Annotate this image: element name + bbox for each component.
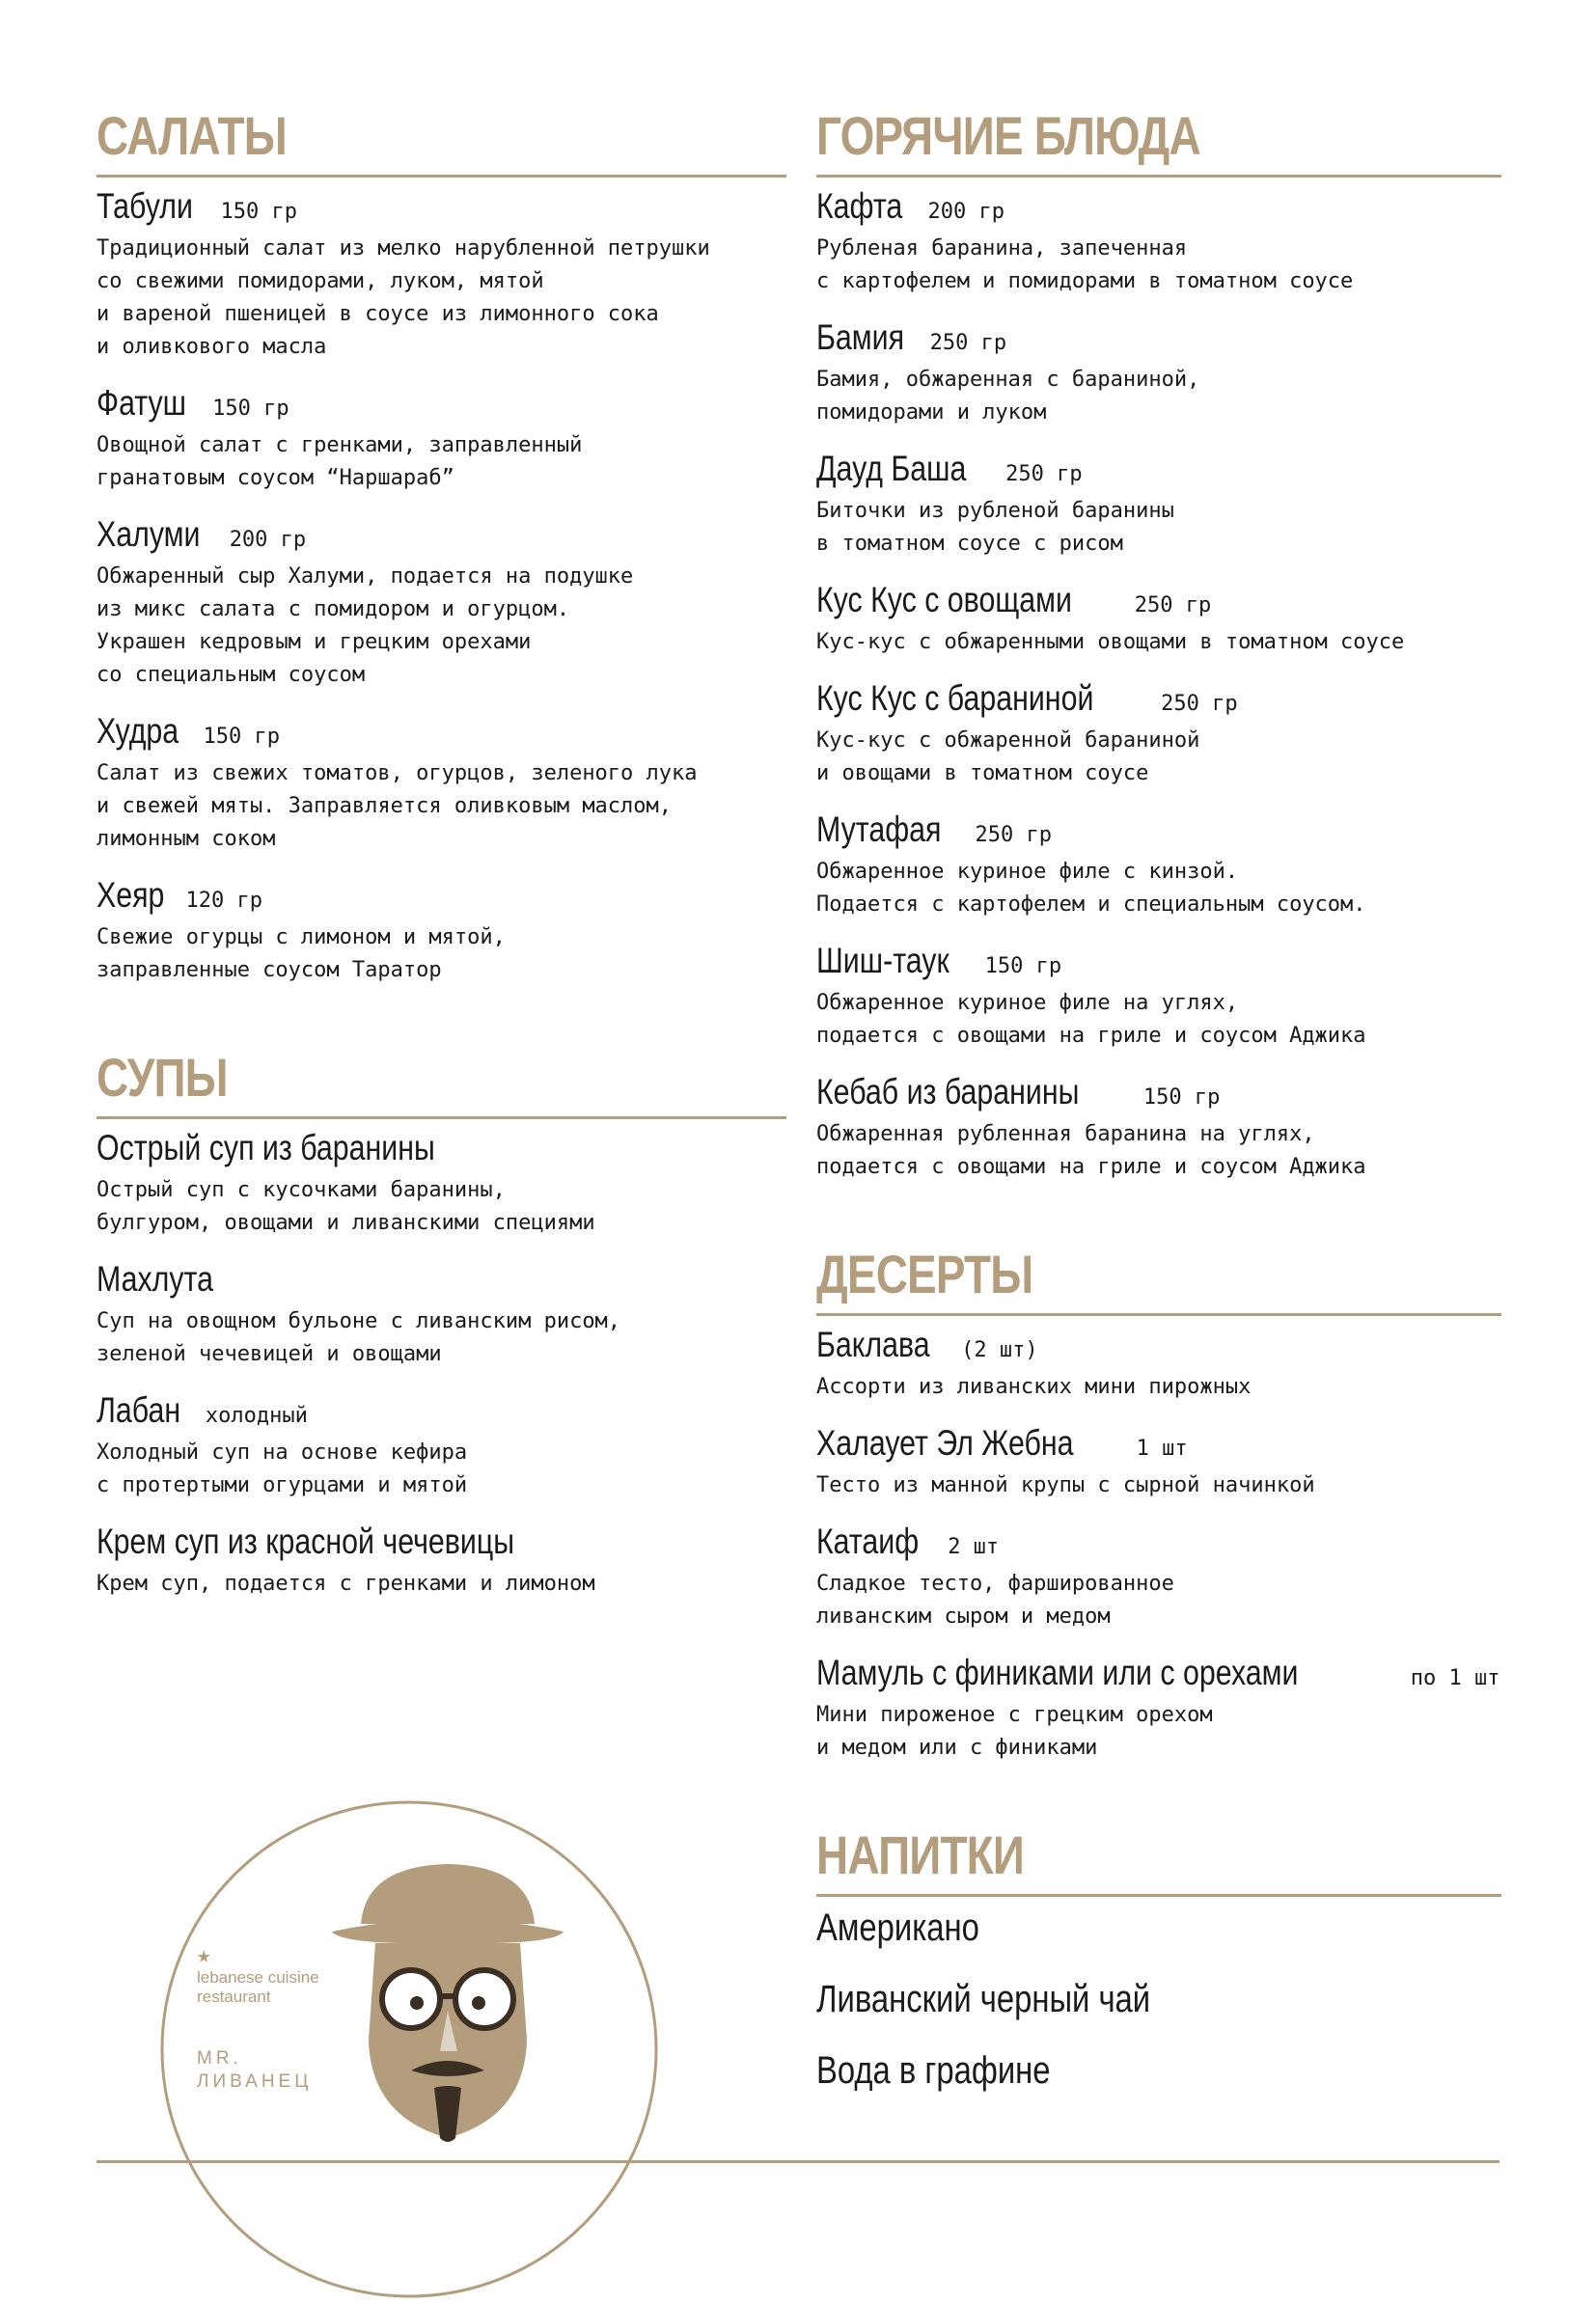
menu-item-americano (816, 1906, 1501, 1957)
item-weight: 200 гр (229, 528, 307, 552)
menu-item-couscous-vegetables (816, 581, 1501, 659)
menu-item-bamia (816, 318, 1501, 429)
item-weight: по 1 шт (1410, 1666, 1500, 1690)
item-weight: 150 гр (220, 200, 297, 224)
section-divider (96, 1116, 786, 1119)
logo-brand-line1: MR. (197, 2048, 242, 2069)
item-weight: 250 гр (1134, 593, 1212, 617)
item-weight: 1 шт (1136, 1437, 1188, 1461)
item-description: Ассорти из ливанских мини пирожных (816, 1375, 1252, 1399)
section-divider (96, 175, 786, 178)
item-name: Кус Кус с овощами (816, 580, 1072, 619)
item-description: Обжаренный сыр Халуми, подается на подушке из микс салата с помидором и огурцом. Украшен кедровым и грецким орехами со специальным соусом (96, 564, 634, 687)
item-weight: 250 гр (1161, 692, 1238, 716)
item-name: Фатуш (96, 383, 187, 423)
menu-item-makhluta (96, 1260, 786, 1371)
section-salads (96, 101, 786, 987)
item-weight: холодный (205, 1404, 308, 1428)
section-title-salads: САЛАТЫ (96, 105, 287, 166)
section-title-drinks: НАПИТКИ (816, 1824, 1025, 1885)
left-column (96, 101, 786, 1657)
menu-item-maamoul (816, 1654, 1501, 1765)
item-weight: 150 гр (1142, 1085, 1221, 1110)
menu-item-water-carafe (816, 2049, 1501, 2099)
menu-item-mutafaya (816, 810, 1501, 921)
menu-item-laban (96, 1391, 786, 1502)
item-description: Острый суп с кусочками баранины, булгуром, овощами и ливанскими специями (96, 1178, 595, 1235)
section-divider (816, 1894, 1501, 1897)
item-weight: 250 гр (1005, 462, 1083, 486)
logo-tagline: lebanese cuisine restaurant (197, 1968, 319, 2006)
item-name: Бамия (816, 317, 905, 357)
item-description: Рубленая баранина, запеченная с картофелем и помидорами в томатном соусе (816, 236, 1354, 293)
item-name: Мутафая (816, 809, 942, 849)
menu-item-baklava (816, 1326, 1501, 1404)
item-description: Обжаренное куриное филе с кинзой. Подается с картофелем и специальным соусом. (816, 860, 1366, 917)
section-divider (816, 1313, 1501, 1316)
item-name: Шиш-таук (816, 941, 949, 980)
menu-item-couscous-lamb (816, 679, 1501, 790)
item-name: Кус Кус с бараниной (816, 678, 1094, 718)
item-weight: 200 гр (927, 200, 1004, 224)
item-description: Обжаренная рубленная баранина на углях, подается с овощами на гриле и соусом Аджика (816, 1122, 1366, 1179)
menu-item-lamb-kebab (816, 1073, 1501, 1184)
menu-item-kheyar (96, 876, 786, 987)
item-weight: 150 гр (212, 397, 289, 421)
menu-item-daoud-basha (816, 450, 1501, 561)
item-name: Халаует Эл Жебна (816, 1423, 1074, 1463)
section-title-desserts: ДЕСЕРТЫ (816, 1244, 1033, 1304)
menu-item-halawet-el-jebn (816, 1424, 1501, 1502)
item-description: Свежие огурцы с лимоном и мятой, заправленные соусом Таратор (96, 925, 506, 982)
section-soups (96, 1043, 786, 1601)
section-desserts (816, 1240, 1501, 1765)
item-description: Мини пироженое с грецким орехом и медом или с финиками (816, 1703, 1213, 1760)
item-weight: 250 гр (975, 823, 1053, 847)
item-description: Биточки из рубленой баранины в томатном соусе с рисом (816, 499, 1174, 556)
item-description: Овощной салат с гренками, заправленный гранатовым соусом “Наршараб” (96, 433, 583, 490)
item-weight: 2 шт (948, 1535, 1000, 1559)
item-weight: 150 гр (984, 954, 1062, 978)
item-weight: 250 гр (929, 331, 1007, 355)
item-name: Кебаб из баранины (816, 1072, 1080, 1111)
item-name: Худра (96, 711, 179, 751)
item-name: Махлута (96, 1259, 213, 1299)
right-column (816, 101, 1501, 2155)
item-name: Вода в графине (816, 2049, 1051, 2092)
restaurant-logo (158, 1798, 660, 2300)
menu-item-tabouli (96, 187, 786, 364)
item-description: Тесто из манной крупы с сырной начинкой (816, 1473, 1315, 1497)
item-weight: (2 шт) (961, 1338, 1038, 1362)
item-description: Суп на овощном бульоне с ливанским рисом, зеленой чечевицей и овощами (96, 1309, 621, 1366)
item-description: Салат из свежих томатов, огурцов, зеленого лука и свежей мяты. Заправляется оливковым маслом, лимонным соком (96, 761, 698, 851)
section-divider (816, 175, 1501, 178)
item-weight: 120 гр (185, 889, 262, 913)
item-name: Табули (96, 186, 193, 226)
item-description: Обжаренное куриное филе на углях, подается с овощами на гриле и соусом Аджика (816, 991, 1366, 1048)
item-description: Кус-кус с обжаренными овощами в томатном соусе (816, 630, 1405, 654)
star-icon: ★ (197, 1941, 211, 1968)
section-drinks (816, 1821, 1501, 2099)
item-name: Острый суп из баранины (96, 1128, 435, 1167)
item-name: Ливанский черный чай (816, 1978, 1151, 2020)
logo-brand (197, 2047, 371, 2094)
item-name: Американо (816, 1906, 979, 1949)
menu-item-fattoush (96, 384, 786, 495)
item-name: Катаиф (816, 1522, 920, 1561)
item-weight: 150 гр (203, 725, 281, 749)
item-name: Крем суп из красной чечевицы (96, 1522, 514, 1561)
footer-divider (96, 2160, 1500, 2163)
item-description: Бамия, обжаренная с бараниной, помидорами и луком (816, 368, 1200, 425)
section-hot-dishes (816, 101, 1501, 1184)
menu-item-black-tea (816, 1978, 1501, 2028)
item-description: Холодный суп на основе кефира с протертыми огурцами и мятой (96, 1440, 468, 1497)
item-name: Дауд Баша (816, 449, 967, 488)
item-name: Хеяр (96, 875, 165, 915)
logo-brand-line2: ЛИВАНЕЦ (197, 2071, 313, 2092)
item-name: Лабан (96, 1390, 181, 1430)
section-title-soups: СУПЫ (96, 1047, 228, 1108)
menu-item-halloumi (96, 515, 786, 692)
item-description: Сладкое тесто, фаршированное ливанским сыром и медом (816, 1572, 1174, 1629)
menu-item-shish-tawook (816, 942, 1501, 1053)
menu-item-spicy-lamb-soup (96, 1129, 786, 1240)
menu-item-kafta (816, 187, 1501, 298)
menu-item-lentil-cream-soup (96, 1522, 786, 1601)
menu-item-qatayef (816, 1522, 1501, 1633)
menu-item-khudra (96, 712, 786, 856)
section-title-hot-dishes: ГОРЯЧИЕ БЛЮДА (816, 105, 1200, 166)
item-name: Халуми (96, 514, 201, 554)
item-description: Крем суп, подается с гренками и лимоном (96, 1572, 595, 1596)
item-name: Кафта (816, 186, 903, 226)
item-description: Традиционный салат из мелко нарубленной петрушки со свежими помидорами, луком, мятой и вареной пшеницей в соусе из лимонного сока и оливкового масла (96, 236, 710, 359)
item-name: Мамуль с финиками или с орехами (816, 1653, 1299, 1692)
item-name: Баклава (816, 1325, 930, 1364)
item-description: Кус-кус с обжаренной бараниной и овощами в томатном соусе (816, 728, 1200, 785)
